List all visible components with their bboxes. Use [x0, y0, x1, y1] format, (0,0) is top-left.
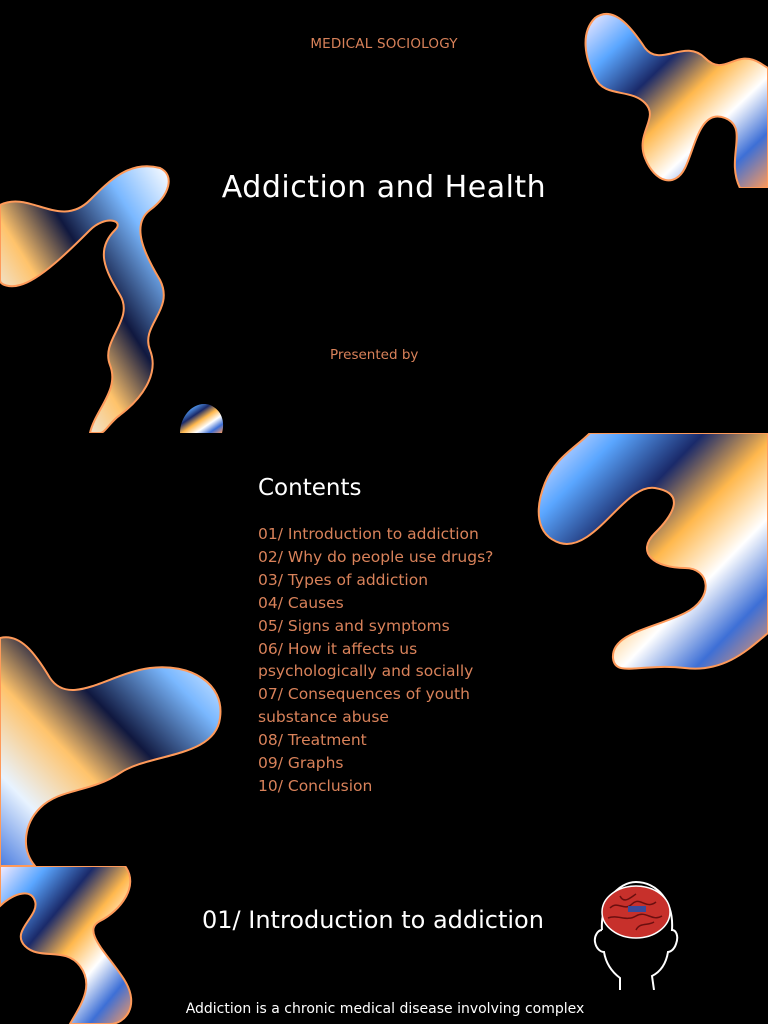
chrome-blob-top-right [575, 8, 768, 188]
chrome-blob-bottom-left [0, 633, 225, 866]
contents-item: 08/ Treatment [258, 731, 367, 750]
course-label: MEDICAL SOCIOLOGY [310, 36, 458, 52]
presentation-title: Addiction and Health [221, 170, 547, 205]
introduction-slide [0, 866, 768, 1024]
contents-item: 09/ Graphs [258, 754, 344, 773]
contents-item: 07/ Consequences of youth substance abuse [258, 685, 470, 727]
contents-item: 02/ Why do people use drugs? [258, 547, 494, 566]
contents-slide [0, 433, 768, 866]
intro-body-text: Addiction is a chronic medical disease involving complex [185, 1001, 585, 1017]
chrome-blob-top-right [535, 433, 768, 678]
section-heading: 01/ Introduction to addiction [202, 906, 544, 934]
chrome-blob-left [0, 866, 145, 1024]
contents-item: 01/ Introduction to addiction [258, 525, 479, 543]
head-brain-icon [590, 878, 682, 990]
contents-heading: Contents [258, 475, 362, 501]
contents-item: 03/ Types of addiction [258, 570, 429, 589]
contents-item: 04/ Causes [258, 593, 344, 612]
contents-item: 10/ Conclusion [258, 776, 373, 795]
contents-item: 05/ Signs and symptoms [258, 616, 450, 635]
title-slide [0, 0, 768, 433]
contents-item: 06/ How it affects us psychologically and socially [258, 639, 474, 681]
presented-by-label: Presented by [330, 347, 419, 363]
contents-list [258, 523, 518, 798]
